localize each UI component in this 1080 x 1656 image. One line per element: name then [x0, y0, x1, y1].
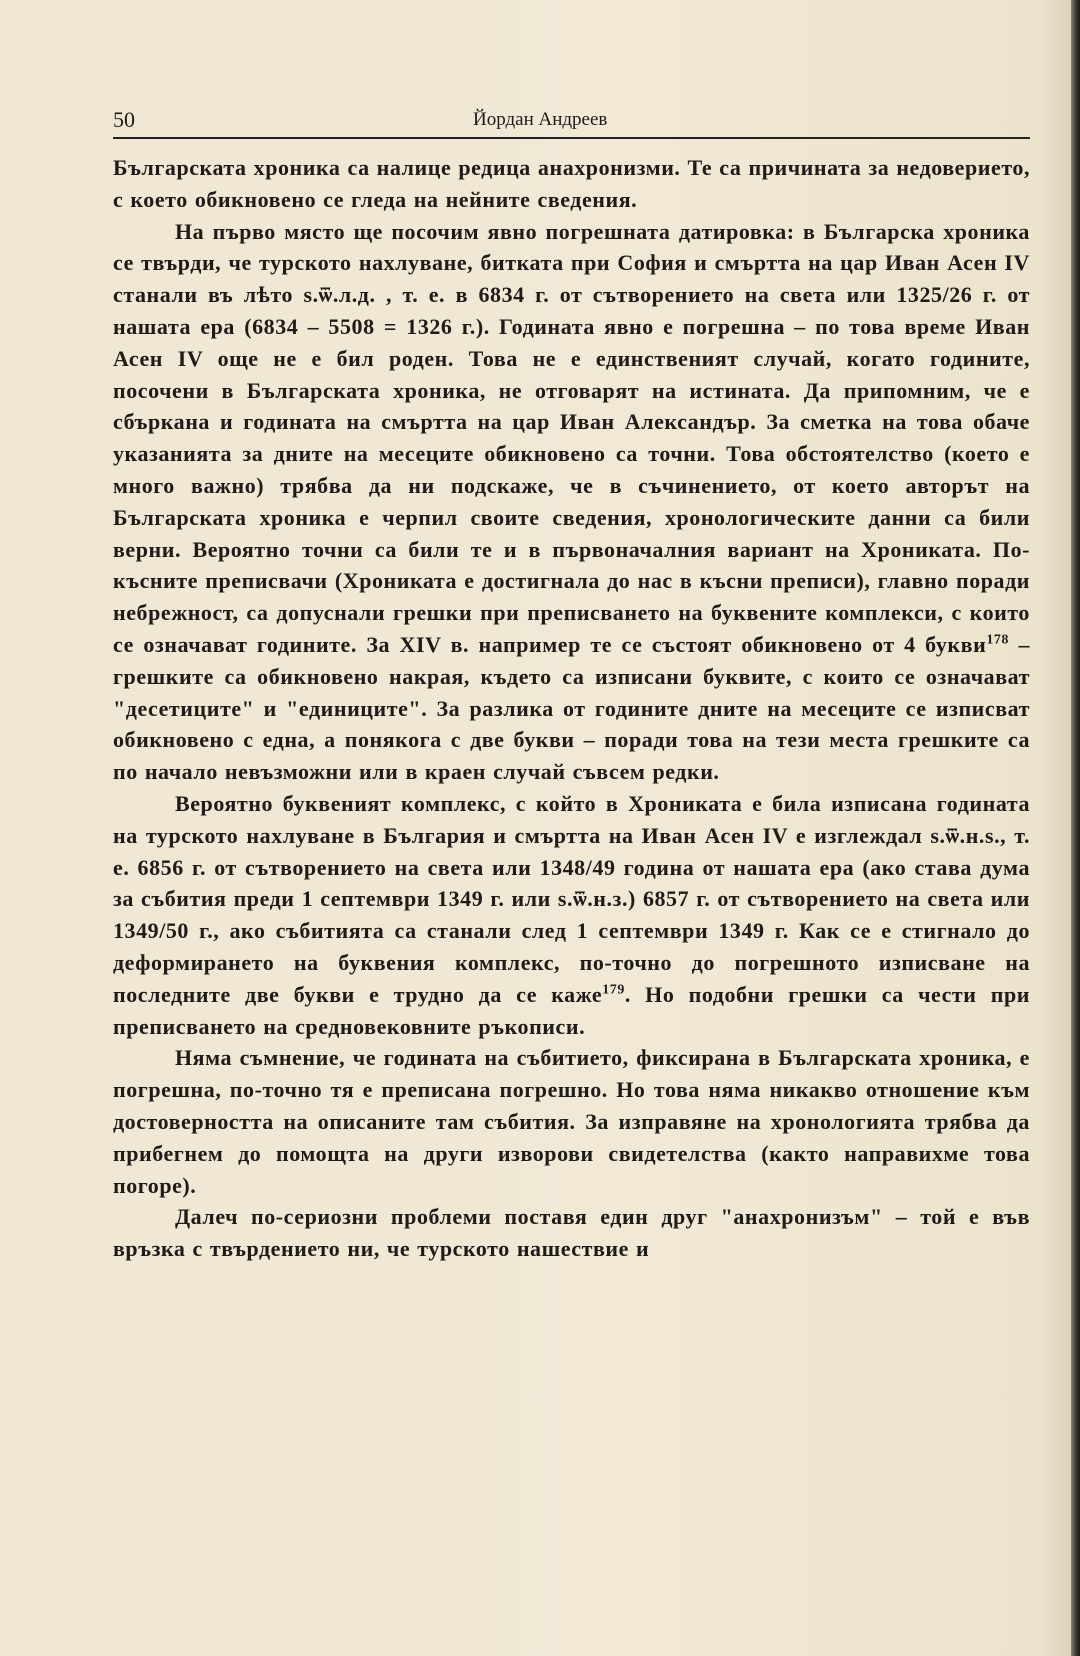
paragraph-3	[113, 788, 1030, 1042]
paragraph-3-part-a: Вероятно буквеният комплекс, с който в Хрониката е била изписана годината на турското нахлуване в България и смъртта на Иван Асен IV е изглеждал ѕ.ѿ.н.ѕ., т. е. 6856 г. от сътворението на света или 1348/49 година от нашата ера (ако става дума за събития преди 1 септември 1349 г. или ѕ.ѿ.н.з.) 6857 г. от сътворението на света или 1349/50 г., ако събитията са станали след 1 септември 1349 г. Как се е стигнало до деформирането на буквения комплекс, по-точно до погрешното изписване на последните две букви е трудно да се каже	[113, 790, 1030, 1007]
page-number: 50	[113, 107, 135, 132]
paragraph-5: Далеч по-сериозни проблеми поставя един друг "анахронизъм" – той е във връзка с твърдението ни, че турското нашествие и	[113, 1204, 1030, 1262]
paragraph-1: Българската хроника са налице редица анахронизми. Те са причината за недоверието, с което обикновено се гледа на нейните сведения.	[113, 155, 1030, 212]
paragraph-2	[113, 216, 1030, 788]
paragraph-2-part-b: – грешките са обикновено накрая, където са изписани буквите, с които се означават "десетиците" и "единиците". За разлика от годините дните на месеците се изписват обикновено с една, а понякога с две букви – поради това на тези места грешките са по начало невъзможни или в краен случай съвсем редки.	[113, 631, 1030, 785]
footnote-ref-178[interactable]: 178	[986, 632, 1009, 648]
footnote-ref-179[interactable]: 179	[602, 982, 625, 998]
paragraph-4: Няма съмнение, че годината на събитието, фиксирана в Българската хроника, е погрешна, по-точно тя е преписана погрешно. Но това няма никакво отношение към достоверността на описаните там събития. За изправяне на хронологията трябва да прибегнем до помощта на други изворови свидетелства (както направихме това погоре).	[113, 1045, 1030, 1198]
header-rule	[113, 137, 1030, 139]
page-header	[113, 103, 1030, 135]
body-text	[113, 152, 1030, 1265]
paragraph-2-part-a: На първо място ще посочим явно погрешната датировка: в Българска хроника се твърди, че турското нахлуване, битката при София и смъртта на цар Иван Асен IV станали въ лѣто ѕ.ѿ.л.д. , т. е. в 6834 г. от сътворението на света или 1325/26 г. от нашата ера (6834 – 5508 = 1326 г.). Годината явно е погрешна – по това време Иван Асен IV още не е бил роден. Това не е единственият случай, когато годините, посочени в Българската хроника, не отговарят на истината. Да припомним, че е сбъркана и годината на смъртта на цар Иван Александър. За сметка на това обаче указанията за дните на месеците обикновено са точни. Това обстоятелство (което е много важно) трябва да ни подскаже, че в съчинението, от което авторът на Българската хроника е черпил своите сведения, хронологическите данни са били верни. Вероятно точни са били те и в първоначалния вариант на Хрониката. По-късните преписвачи (Хрониката е достигнала до нас в късни преписи), главно поради небрежност, са допуснали грешки при преписването на буквените комплекси, с които се означават годините. За XIV в. например те се състоят обикновено от 4 букви	[113, 218, 1030, 657]
paragraph-3-part-b: . Но подобни грешки са чести при преписването на средновековните ръкописи.	[113, 981, 1030, 1039]
running-head-author: Йордан Андреев	[473, 109, 608, 130]
page-edge-shadow	[1071, 0, 1080, 1656]
